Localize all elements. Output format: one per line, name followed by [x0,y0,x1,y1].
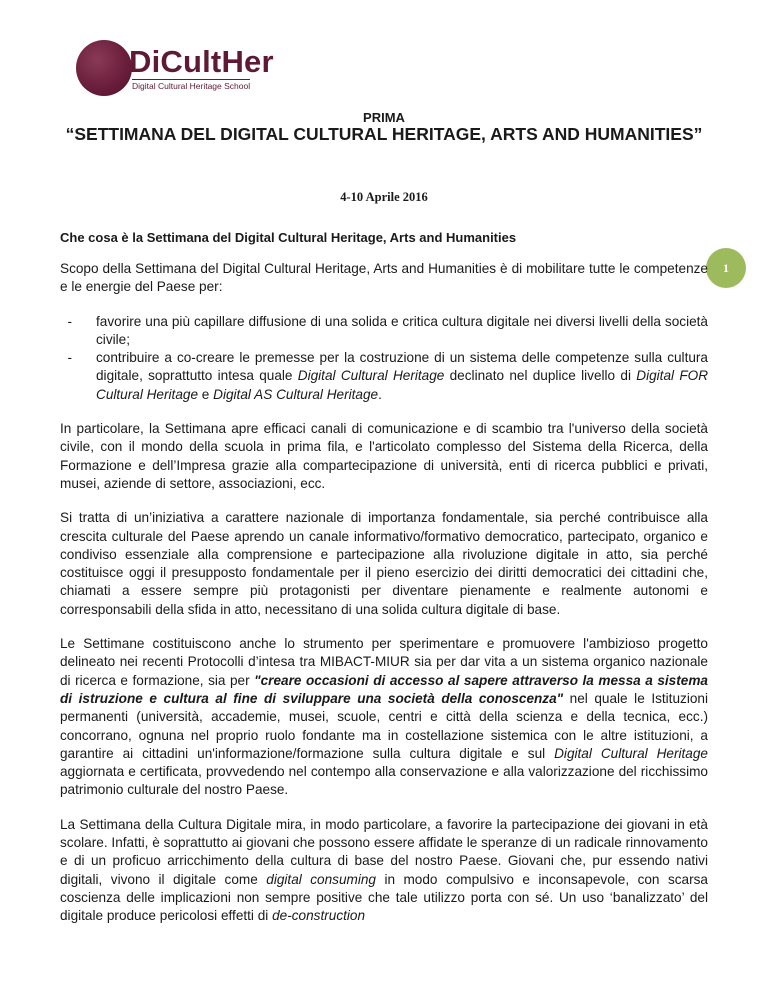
logo-subtitle: Digital Cultural Heritage School [132,81,251,91]
section-heading: Che cosa è la Settimana del Digital Cultural Heritage, Arts and Humanities [60,230,517,245]
document-title: “SETTIMANA DEL DIGITAL CULTURAL HERITAGE, ARTS AND HUMANITIES” [65,124,703,144]
document-body [60,260,708,942]
list-item-text: contribuire a co-creare le premesse per la costruzione di un sistema delle competenze sulla cultura digitale, soprattutto intesa quale Digital Cultural Heritage declinato nel duplice livello di Digital FOR Cultural Heritage e Digital AS Cultural Heritage. [96,350,709,402]
logo-divider [132,79,250,80]
intro-paragraph: Scopo della Settimana del Digital Cultural Heritage, Arts and Humanities è di mobilitare tutte le competenze e le energie del Paese per: [60,261,708,295]
goals-list [60,313,708,404]
event-dates: 4-10 Aprile 2016 [340,190,428,204]
paragraph-settimane: Le Settimane costituiscono anche lo strumento per sperimentare e promuovere l'ambizioso progetto delineato nei recenti Protocolli d’intesa tra MIBACT-MIUR sia per dar vita a un sistema organico nazionale di ricerca e formazione, sia per "creare occasioni di accesso al sapere attraverso la messa a sistema di istruzione e cultura al fine di sviluppare una società della conoscenza" nel quale le Istituzioni permanenti (università, accademie, musei, scuole, centri e città della scienza e della tecnica, ecc.) concorrano, ognuna nel proprio ruolo fondante ma in costellazione sistemica con le altre istituzioni, a garantire ai cittadini un'informazione/formazione sulla cultura digitale e sul Digital Cultural Heritage aggiornata e certificata, provvedendo nel contempo alla conservazione e alla valorizzazione del ricchissimo patrimonio culturale del nostro Paese. [60,636,708,798]
dash-marker: - [67,313,72,329]
logo-circle-icon [76,40,132,96]
dash-marker: - [67,350,72,366]
list-item [60,349,708,404]
list-item [60,313,708,350]
logo-wordmark: DiCultHer [129,44,274,79]
quote-text: "creare occasioni di accesso al sapere attraverso la messa a sistema di istruzione e cultura al fine di sviluppare una società della conoscenza" [60,672,708,706]
paragraph-giovani: La Settimana della Cultura Digitale mira, in modo particolare, a favorire la partecipazione dei giovani in età scolare. Infatti, è soprattutto ai giovani che possono essere affidate le speranze di un radicale rinnovamento e di un proficuo arricchimento della cultura di base del nostro Paese. Giovani che, pur essendo nativi digitali, vivono il digitale come digital consuming in modo compulsivo e inconsapevole, con scarsa coscienza delle implicazioni non sempre positive che tale utilizzo porta con sé. Un uso ‘banalizzato’ del digitale produce pericolosi effetti di de-construction [60,816,708,924]
page-number-badge: 1 [706,248,746,288]
paragraph-particolare: In particolare, la Settimana apre efficaci canali di comunicazione e di scambio tra l'universo della società civile, con il mondo della scuola in prima fila, e l'articolato complesso del Sistema della Ricerca, della Formazione e dell’Impresa grazie alla compartecipazione di università, enti di ricerca pubblici e privati, musei, aziende di settore, associazioni, ecc. [60,421,708,491]
prima-label: PRIMA [363,110,405,125]
paragraph-iniziativa: Si tratta di un’iniziativa a carattere nazionale di importanza fondamentale, sia perché contribuisce alla crescita culturale del Paese aprendo un canale informativo/formativo democratico, partecipato, organico e condiviso essenziale alla comprensione e partecipazione alla rivoluzione digitale in atto, sia perché costituisce oggi il presupposto fondamentale per il pieno esercizio dei diritti democratici dei cittadini che, chiamati a essere sempre più protagonisti per diventare pienamente e realmente autonomi e corresponsabili della sfida in atto, necessitano di una solida cultura digitale di base. [60,510,708,617]
logo [76,40,274,100]
list-item-text: favorire una più capillare diffusione di una solida e critica cultura digitale nei diversi livelli della società civile; [96,313,708,347]
